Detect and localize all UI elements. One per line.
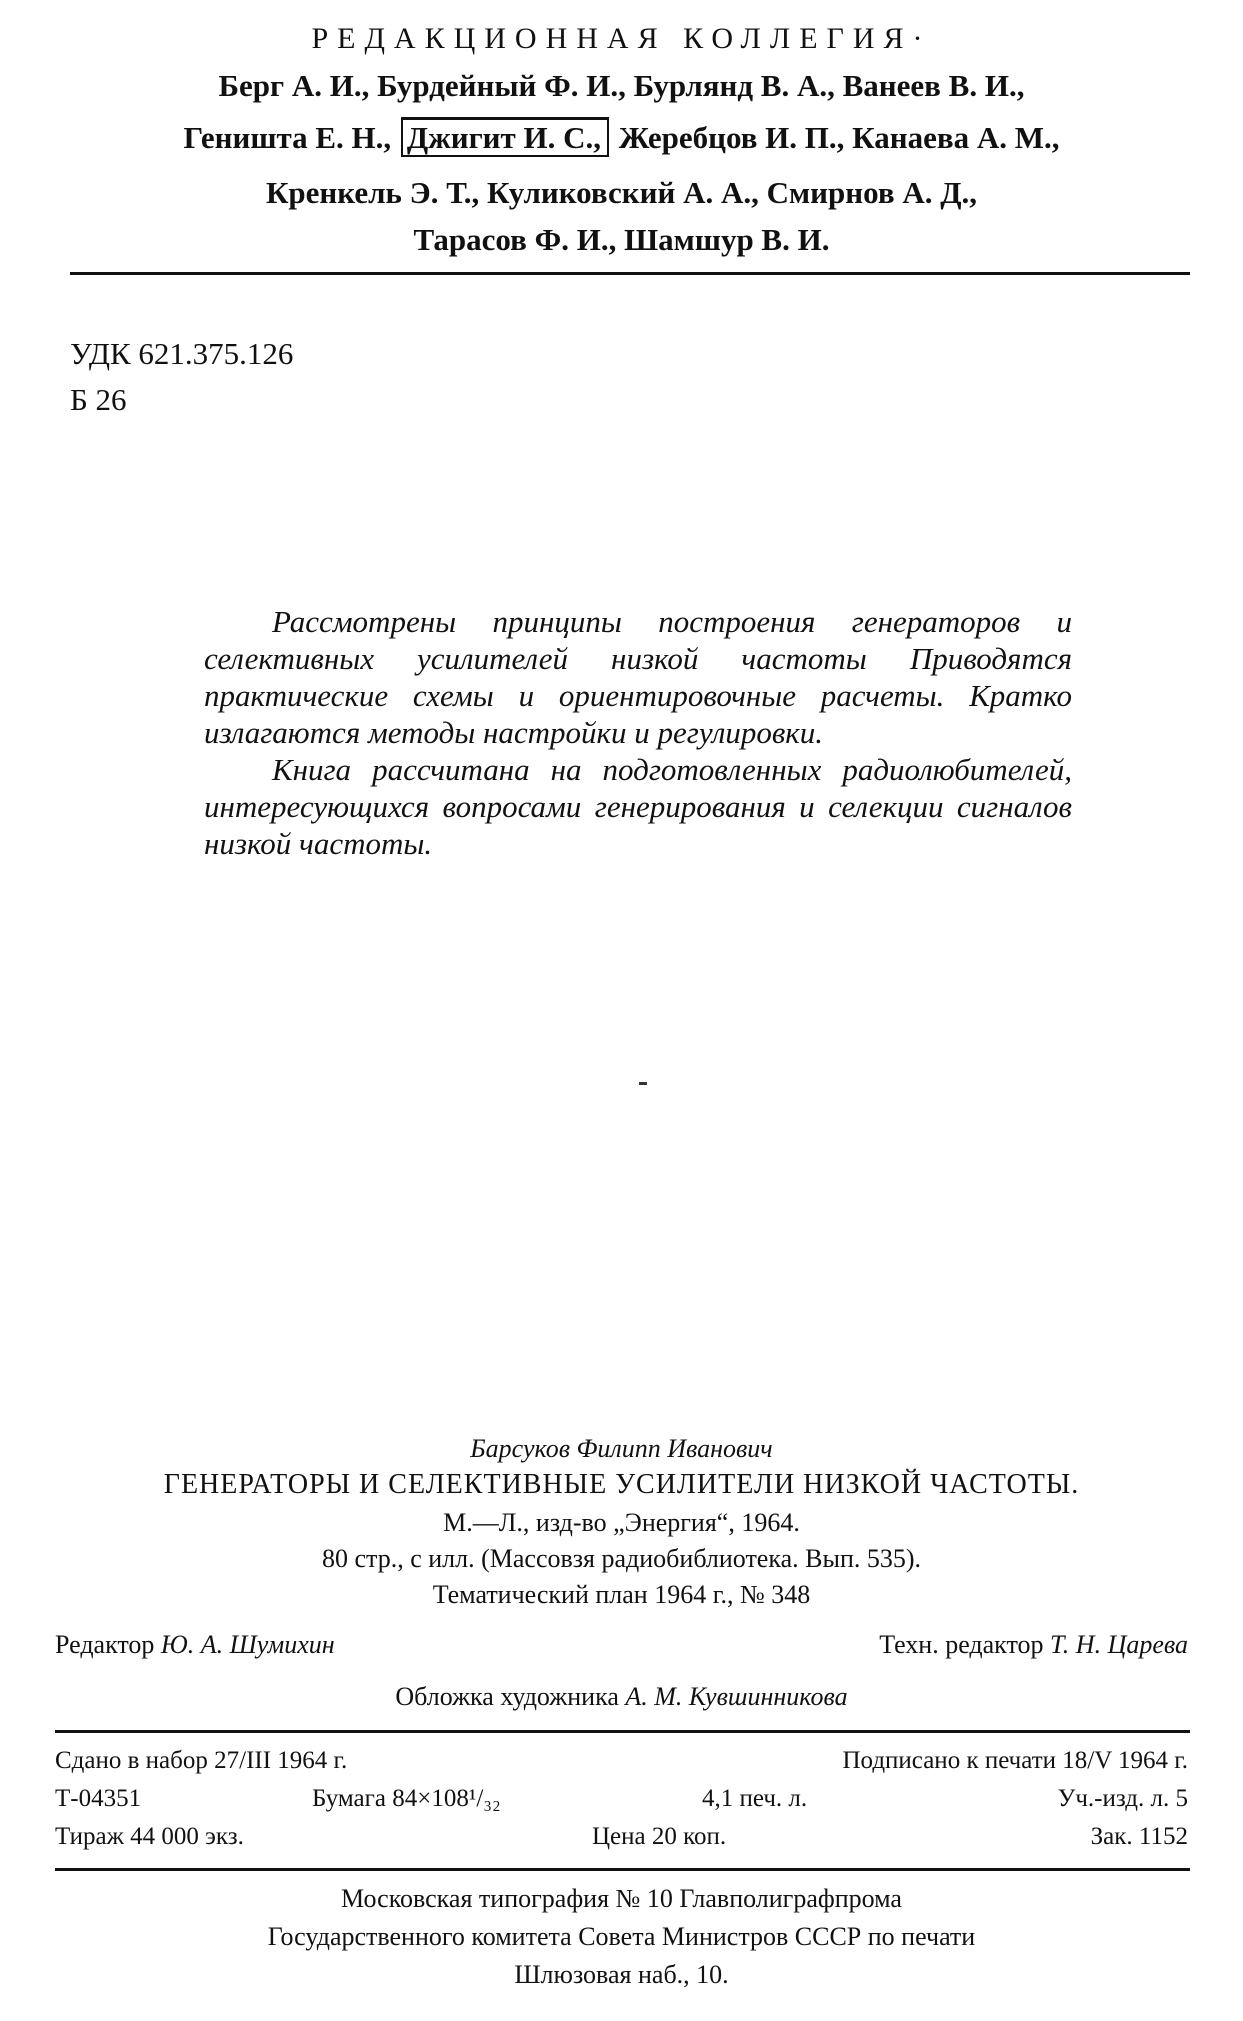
colophon-print-sheets: 4,1 печ. л. (702, 1785, 808, 1812)
colophon-divider-bottom (55, 1868, 1190, 1871)
colophon-divider-top (55, 1730, 1190, 1733)
publisher-line: М.—Л., изд-во „Энергия“, 1964. (443, 1508, 800, 1537)
colophon-typeset-date: Сдано в набор 27/III 1964 г. (55, 1747, 348, 1774)
boxed-name: Джигит И. С., (401, 117, 609, 157)
udk-code: УДК 621.375.126 (70, 336, 294, 371)
colophon-paper: Бумага 84×108¹/₃₂ (312, 1785, 501, 1812)
editorial-board-line-2 (0, 120, 1243, 156)
printer-line-1: Московская типография № 10 Главполиграфпрома (341, 1884, 902, 1913)
header-divider (70, 272, 1190, 275)
colophon-publisher-sheets: Уч.-изд. л. 5 (1057, 1785, 1188, 1812)
colophon-signed-date: Подписано к печати 18/V 1964 г. (842, 1747, 1188, 1774)
tech-editor-name: Т. Н. Царева (1049, 1630, 1188, 1659)
cover-artist-name: А. М. Кувшинникова (625, 1682, 848, 1711)
book-title: ГЕНЕРАТОРЫ И СЕЛЕКТИВНЫЕ УСИЛИТЕЛИ НИЗКОЙ ЧАСТОТЫ. (163, 1469, 1080, 1500)
editor-credit (55, 1630, 335, 1660)
cover-credit (0, 1680, 1243, 1714)
editorial-board-line-3: Кренкель Э. Т., Куликовский А. А., Смирнов А. Д., (265, 175, 978, 210)
pages-series-line: 80 стр., с илл. (Массовзя радиобиблиотека. Вып. 535). (321, 1544, 922, 1573)
editorial-board-name: Жеребцов И. П., Канаева А. М., (618, 120, 1060, 155)
cover-label: Обложка художника (395, 1682, 619, 1711)
tech-editor-credit (879, 1630, 1188, 1660)
colophon-order-number: Зак. 1152 (1090, 1823, 1188, 1850)
stray-mark (639, 1082, 647, 1085)
editor-label: Редактор (55, 1630, 155, 1659)
editorial-board-line-4: Тарасов Ф. И., Шамшур В. И. (413, 222, 830, 257)
editorial-board-title: РЕДАКЦИОННАЯ КОЛЛЕГИЯ· (311, 22, 932, 55)
abstract-paragraph-2: Книга рассчитана на подготовленных радиолюбителей, интересующихся вопросами генерирования и селекции сигналов низкой частоты. (204, 752, 1072, 861)
abstract-paragraph-1: Рассмотрены принципы построения генераторов и селективных усилителей низкой частоты Приводятся практические схемы и ориентировочные расчеты. Кратко излагаются методы настройки и регулировки. (204, 604, 1072, 750)
editorial-board-line-1: Берг А. И., Бурдейный Ф. И., Бурлянд В. А., Ванеев В. И., (218, 68, 1025, 103)
printer-address: Шлюзовая наб., 10. (514, 1960, 729, 1989)
thematic-plan-line: Тематический план 1964 г., № 348 (432, 1580, 811, 1609)
bbk-code: Б 26 (70, 382, 127, 417)
printer-line-2: Государственного комитета Совета Министров СССР по печати (267, 1922, 976, 1951)
abstract (204, 603, 1072, 862)
colophon-price: Цена 20 коп. (592, 1823, 727, 1850)
colophon-print-run: Тираж 44 000 экз. (55, 1823, 244, 1850)
colophon-license: Т-04351 (55, 1785, 142, 1812)
tech-editor-label: Техн. редактор (879, 1630, 1044, 1659)
editor-name: Ю. А. Шумихин (160, 1630, 335, 1659)
editorial-board-name: Геништа Е. Н., (183, 120, 392, 155)
author-name: Барсуков Филипп Иванович (470, 1434, 773, 1463)
